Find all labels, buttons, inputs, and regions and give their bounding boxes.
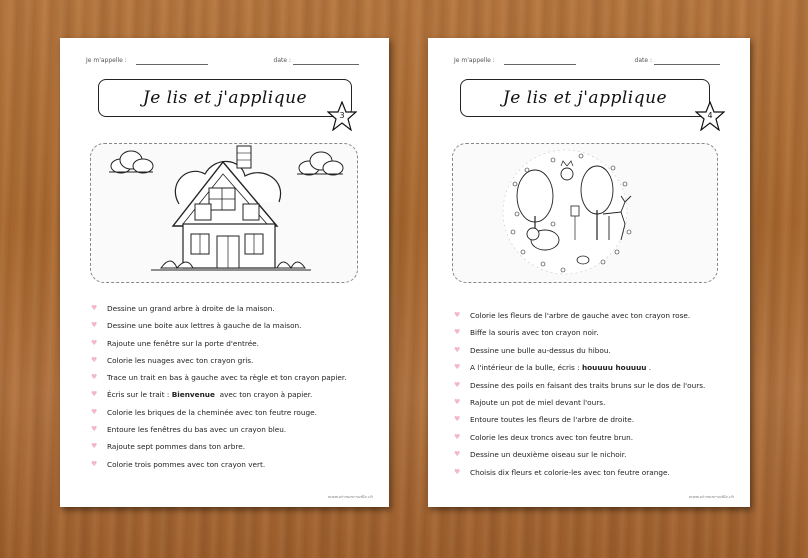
heart-icon: ♥ [454, 398, 461, 407]
page-number: 4 [707, 111, 713, 120]
instruction-list [91, 300, 366, 473]
date-label: date : [634, 57, 652, 64]
heart-icon: ♥ [91, 407, 98, 416]
name-line [504, 64, 576, 65]
list-item: ♥ Rajoute sept pommes dans ton arbre. [91, 438, 366, 455]
heart-icon: ♥ [91, 442, 98, 451]
heart-icon: ♥ [91, 304, 98, 312]
list-item: ♥ Dessine des poils en faisant des traits bruns sur le dos de l'ours. [454, 377, 724, 394]
list-item: ♥ Colorie les fleurs de l'arbre de gauche avec ton crayon rose. [454, 307, 724, 324]
list-item: ♥ Colorie les deux troncs avec ton feutre brun. [454, 429, 724, 446]
heart-icon: ♥ [91, 321, 98, 330]
header-row [86, 57, 359, 69]
heart-icon: ♥ [91, 425, 98, 434]
footer-url: www.et-mere-veille.ch [688, 494, 734, 499]
worksheet-page-3 [60, 38, 389, 507]
heart-icon: ♥ [454, 328, 461, 337]
house-illustration [90, 143, 358, 283]
list-item: ♥ Trace un trait en bas à gauche avec ta règle et ton crayon papier. [91, 369, 366, 386]
list-item: ♥ Dessine une boite aux lettres à gauche de la maison. [91, 317, 366, 334]
date-line [654, 64, 720, 65]
list-item: ♥ Rajoute un pot de miel devant l'ours. [454, 394, 724, 411]
heart-icon: ♥ [454, 415, 461, 424]
worksheet-page-4 [428, 38, 750, 507]
page-number: 3 [339, 111, 345, 120]
heart-icon: ♥ [454, 467, 461, 476]
list-item: ♥ Entoure toutes les fleurs de l'arbre de droite. [454, 411, 724, 428]
list-item: ♥ Dessine un grand arbre à droite de la maison. [91, 300, 366, 317]
heart-icon: ♥ [454, 450, 461, 459]
cloud-icon [297, 152, 343, 175]
star-icon [695, 101, 725, 131]
page-title: Je lis et j'applique [98, 79, 352, 117]
list-item: ♥ Écris sur le trait : Bienvenue avec ton crayon à papier. [91, 386, 366, 403]
heart-icon: ♥ [454, 380, 461, 389]
heart-icon: ♥ [454, 311, 461, 319]
list-item: ♥ Rajoute une fenêtre sur la porte d'entrée. [91, 335, 366, 352]
list-item: ♥ Dessine un deuxième oiseau sur le nichoir. [454, 446, 724, 463]
name-line [136, 64, 208, 65]
star-icon [327, 101, 357, 131]
date-line [293, 64, 359, 65]
instruction-list [454, 307, 724, 481]
forest-illustration [452, 143, 718, 283]
header-row [454, 57, 720, 69]
list-item: ♥ Colorie les briques de la cheminée avec ton feutre rouge. [91, 404, 366, 421]
list-item: ♥ Entoure les fenêtres du bas avec un crayon bleu. [91, 421, 366, 438]
cloud-icon [109, 151, 153, 173]
heart-icon: ♥ [91, 355, 98, 364]
name-label: Je m'appelle : [454, 57, 495, 64]
list-item: ♥ Dessine une bulle au-dessus du hibou. [454, 342, 724, 359]
heart-icon: ♥ [454, 363, 461, 372]
heart-icon: ♥ [91, 338, 98, 347]
list-item: ♥ Biffe la souris avec ton crayon noir. [454, 324, 724, 341]
list-item: ♥ Choisis dix fleurs et colorie-les avec ton feutre orange. [454, 464, 724, 481]
list-item: ♥ Colorie trois pommes avec ton crayon vert. [91, 456, 366, 473]
list-item: ♥ A l'intérieur de la bulle, écris : houuuu houuuu . [454, 359, 724, 376]
heart-icon: ♥ [454, 432, 461, 441]
heart-icon: ♥ [91, 459, 98, 468]
date-label: date : [273, 57, 291, 64]
heart-icon: ♥ [91, 373, 98, 382]
footer-url: www.et-mere-veille.ch [327, 494, 373, 499]
page-title: Je lis et j'applique [460, 79, 710, 117]
name-label: Je m'appelle : [86, 57, 127, 64]
heart-icon: ♥ [454, 345, 461, 354]
list-item: ♥ Colorie les nuages avec ton crayon gris. [91, 352, 366, 369]
heart-icon: ♥ [91, 390, 98, 399]
